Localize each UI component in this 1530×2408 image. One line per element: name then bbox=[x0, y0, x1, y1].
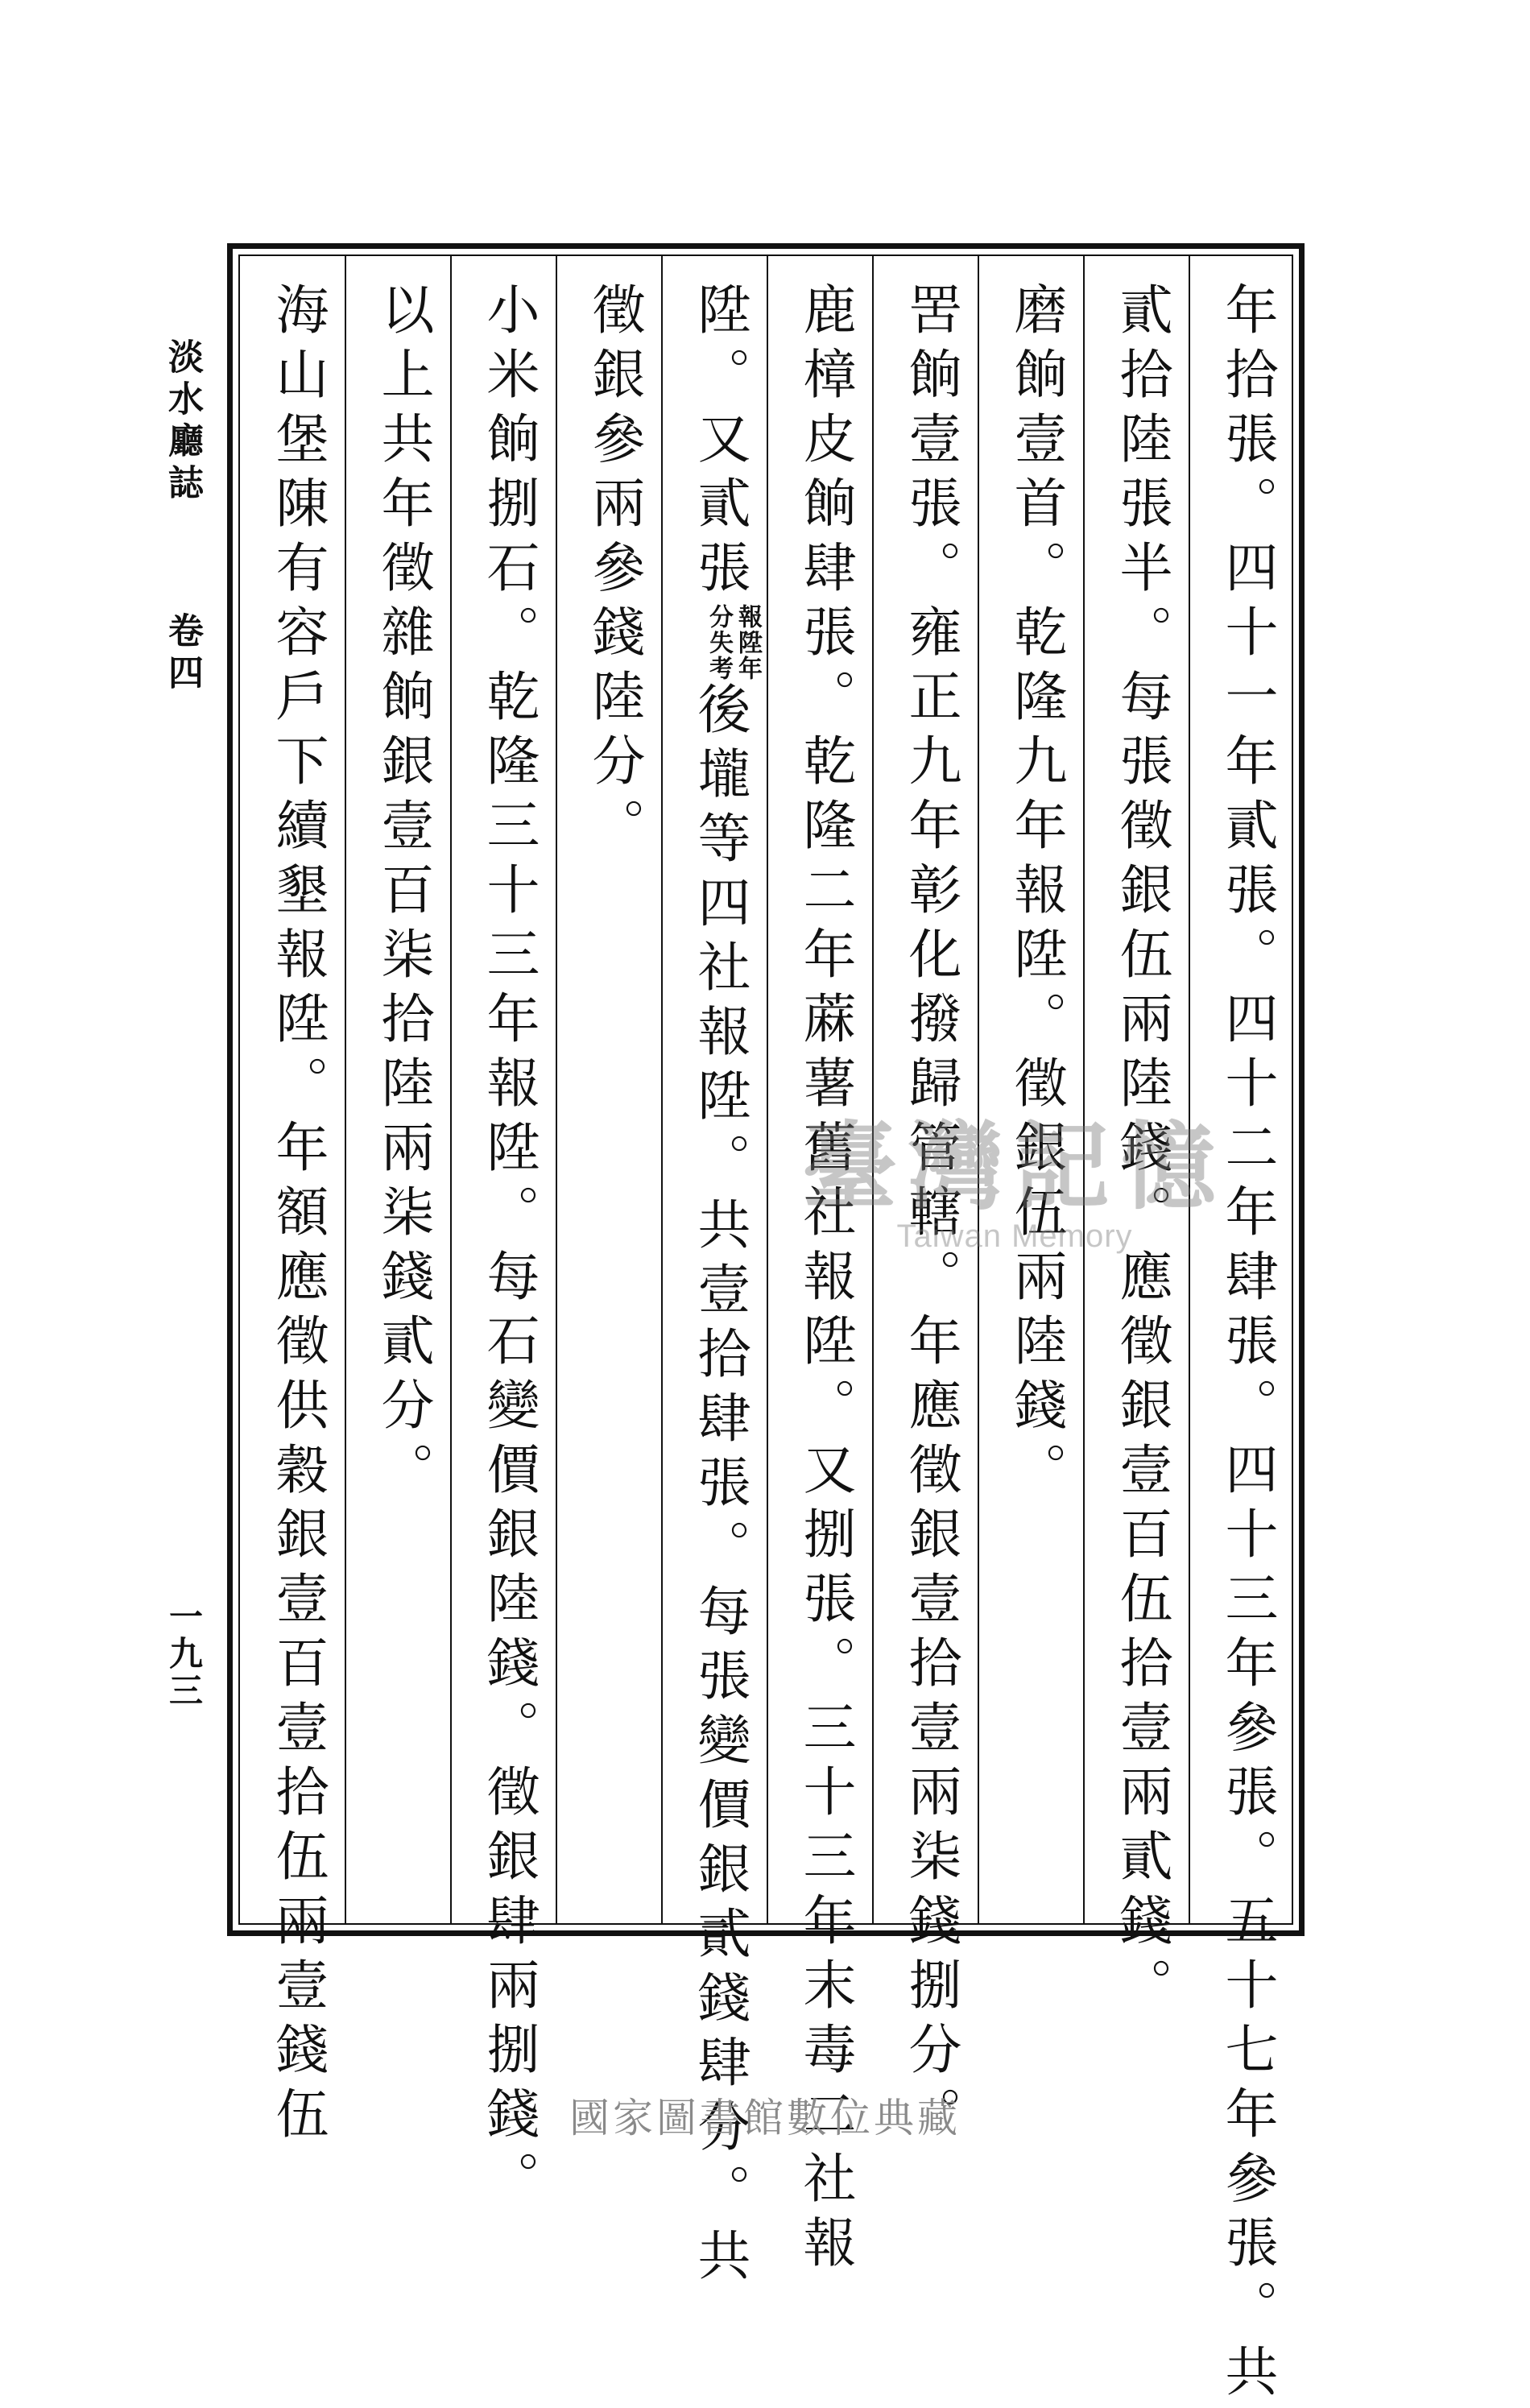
text-column-6 bbox=[671, 282, 767, 2292]
margin-book-title: 淡水廳誌 bbox=[162, 338, 203, 506]
text-column-9: 以上共年徵雜餉銀壹百柒拾陸兩柒錢貳分。 bbox=[372, 282, 434, 1506]
text-column-10: 海山堡陳有容戶下續墾報陞。年額應徵供穀銀壹百壹拾伍兩壹錢伍 bbox=[267, 282, 329, 2150]
text-column-7: 徵銀參兩參錢陸分。 bbox=[583, 282, 645, 862]
watermark bbox=[757, 1111, 1272, 1254]
column-6-text-after-note: 後壠等四社報陞。共壹拾肆張。每張變價銀貳錢肆分。共 bbox=[688, 681, 751, 2292]
text-column-1: 年拾張。四十一年貳張。四十二年肆張。四十三年參張。五十七年參張。共 bbox=[1216, 282, 1278, 2408]
text-column-8: 小米餉捌石。乾隆三十三年報陞。每石變價銀陸錢。徵銀肆兩捌錢。 bbox=[478, 282, 540, 2215]
interlinear-note bbox=[704, 604, 762, 681]
text-column-2: 貳拾陸張半。每張徵銀伍兩陸錢。應徵銀壹百伍拾壹兩貳錢。 bbox=[1110, 282, 1172, 2021]
text-column-5: 鹿樟皮餉肆張。乾隆二年蔴薯舊社報陞。又捌張。三十三年末毒二社報 bbox=[794, 282, 856, 2279]
margin-volume-label: 卷四 bbox=[162, 612, 203, 696]
text-column-3: 磨餉壹首。乾隆九年報陞。徵銀伍兩陸錢。 bbox=[1005, 282, 1067, 1506]
column-6-text-before-note: 陞。又貳張 bbox=[688, 282, 751, 604]
text-column-4: 罟餉壹張。雍正九年彰化撥歸管轄。年應徵銀壹拾壹兩柒錢捌分。 bbox=[899, 282, 961, 2150]
watermark-main-text: 臺灣記憶 bbox=[801, 1111, 1227, 1223]
margin-page-number: 一九三 bbox=[164, 1599, 204, 1710]
watermark-sub-text: Taiwan Memory bbox=[896, 1218, 1133, 1254]
interlinear-note-line-1: 報陞年 bbox=[734, 604, 762, 681]
interlinear-note-line-2: 分失考 bbox=[705, 604, 733, 681]
footer-archive-label: 國家圖書館數位典藏 bbox=[569, 2095, 961, 2141]
